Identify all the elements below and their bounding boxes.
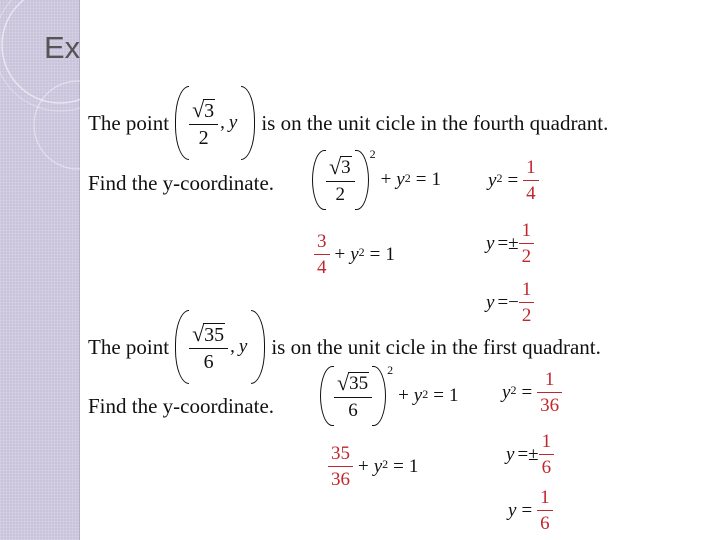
ex1-eq2-equals: = xyxy=(369,243,381,265)
ex2-point-den: 6 xyxy=(189,348,228,372)
ex2-res1-y: y xyxy=(502,381,511,403)
ex2-point-y: y xyxy=(238,336,248,357)
ex2-res2-num: 1 xyxy=(541,431,552,452)
ex2-res3-den: 6 xyxy=(537,510,553,533)
ex1-point-y: y xyxy=(228,112,238,133)
ex1-eq1-equals: = xyxy=(415,169,427,190)
ex1-statement: The point √ 3 2 , y is on the unit cicle in the fourth quadrant. xyxy=(88,86,608,160)
ex2-res1-equals: = xyxy=(521,381,533,403)
slide-title: Ex xyxy=(44,30,81,65)
ex2-eq1-rhs: 1 xyxy=(448,385,459,406)
ex2-equation-2 xyxy=(328,444,418,489)
ex1-eq1-den: 2 xyxy=(326,181,355,204)
ex2-sentence-pre: The point xyxy=(88,334,170,359)
ex1-res2-sign: ± xyxy=(508,232,519,254)
ex1-eq2-den: 4 xyxy=(314,254,330,277)
ex1-eq1-outer-exp: 2 xyxy=(369,146,376,161)
ex1-eq2-y-exp: 2 xyxy=(358,245,365,259)
ex2-res3-y: y xyxy=(508,499,517,521)
ex2-result-1 xyxy=(502,370,562,415)
ex2-res1-den: 36 xyxy=(537,392,562,415)
ex2-eq2-y-exp: 2 xyxy=(382,457,389,471)
ex1-eq1-y-exp: 2 xyxy=(404,170,411,185)
ex2-eq1-equals: = xyxy=(433,385,444,406)
ex1-res1-equals: = xyxy=(507,169,519,191)
ex1-res3-den: 2 xyxy=(519,302,535,325)
ex1-res1-num: 1 xyxy=(526,157,536,178)
ex2-res1-num: 1 xyxy=(544,369,555,390)
ex1-point-x-fraction: √ 3 2 xyxy=(189,99,218,148)
ex1-res2-equals: = xyxy=(497,232,509,254)
ex2-result-3 xyxy=(508,488,553,533)
ex2-eq2-den: 36 xyxy=(328,466,353,489)
ex2-res3-num: 1 xyxy=(540,487,550,508)
ex1-res1-y-exp: 2 xyxy=(496,171,503,185)
ex2-statement: The point √ 35 6 , y is on the unit cicle in the first quadrant. xyxy=(88,310,601,384)
ex1-res3-sign: − xyxy=(508,291,519,313)
ex2-res2-sign: ± xyxy=(528,443,539,465)
ex1-sentence-post: is on the unit cicle in the fourth quadrant. xyxy=(261,110,609,135)
ex2-eq2-equals: = xyxy=(393,455,404,477)
ex1-point-radicand: 3 xyxy=(204,99,215,122)
ex2-sentence-post: is on the unit cicle in the first quadrant. xyxy=(271,334,601,359)
ex1-eq2-num: 3 xyxy=(317,231,327,252)
ex1-eq1-radicand: 3 xyxy=(341,157,351,178)
ex2-eq1-den: 6 xyxy=(334,397,372,420)
ex2-prompt: Find the y-coordinate. xyxy=(88,394,275,418)
ex1-res1-den: 4 xyxy=(523,180,539,203)
ex1-res1-y: y xyxy=(488,169,497,191)
ex1-equation-1: √ 3 2 $^2$ + y $^2$ = 1 xyxy=(312,150,441,210)
ex2-point-x-fraction: √ 35 6 xyxy=(189,323,228,372)
ex2-res2-equals: = xyxy=(517,443,529,465)
ex2-eq1-y: y xyxy=(413,385,423,406)
ex2-eq2-plus: + xyxy=(358,455,369,477)
ex2-res2-den: 6 xyxy=(539,454,555,477)
ex1-res2-y: y xyxy=(486,232,495,254)
ex1-result-2 xyxy=(486,221,534,266)
ex2-point-radicand: 35 xyxy=(204,323,225,346)
ex1-point-den: 2 xyxy=(189,124,218,148)
ex1-equation-2 xyxy=(314,232,395,277)
ex2-result-2 xyxy=(506,432,554,477)
ex2-eq2-rhs: 1 xyxy=(408,455,419,477)
ex2-eq1-radicand: 35 xyxy=(349,373,369,394)
ex1-res3-y: y xyxy=(486,291,495,313)
ex2-res1-y-exp: 2 xyxy=(510,383,517,397)
ex1-res3-equals: = xyxy=(497,291,509,313)
ex2-eq1-outer-exp: 2 xyxy=(387,362,394,377)
ex1-eq2-plus: + xyxy=(334,243,346,265)
ex2-right-paren xyxy=(251,310,265,384)
ex1-result-1 xyxy=(488,158,539,203)
ex1-eq1-rhs: 1 xyxy=(431,169,441,190)
ex1-res3-num: 1 xyxy=(521,279,532,300)
ex2-equation-1: √ 35 6 $^2$ + y $^2$ = 1 xyxy=(320,366,458,426)
ex1-res2-den: 2 xyxy=(519,243,535,266)
ex1-res2-num: 1 xyxy=(521,220,532,241)
ex1-eq2-rhs: 1 xyxy=(385,243,395,265)
ex1-eq1-y: y xyxy=(396,169,405,190)
ex2-eq1-plus: + xyxy=(398,385,409,406)
ex1-right-paren xyxy=(241,86,255,160)
ex2-res2-y: y xyxy=(506,443,515,465)
ex2-left-paren xyxy=(175,310,189,384)
ex2-eq1-y-exp: 2 xyxy=(422,386,429,401)
ex2-res3-equals: = xyxy=(521,499,533,521)
ex1-eq1-plus: + xyxy=(380,169,392,190)
ex1-eq2-y: y xyxy=(350,243,359,265)
ex1-prompt: Find the y-coordinate. xyxy=(88,171,275,195)
ex2-eq2-num: 35 xyxy=(331,443,350,464)
ex1-sentence-pre: The point xyxy=(88,110,170,135)
ex1-left-paren xyxy=(175,86,189,160)
ex2-eq2-y: y xyxy=(373,455,383,477)
